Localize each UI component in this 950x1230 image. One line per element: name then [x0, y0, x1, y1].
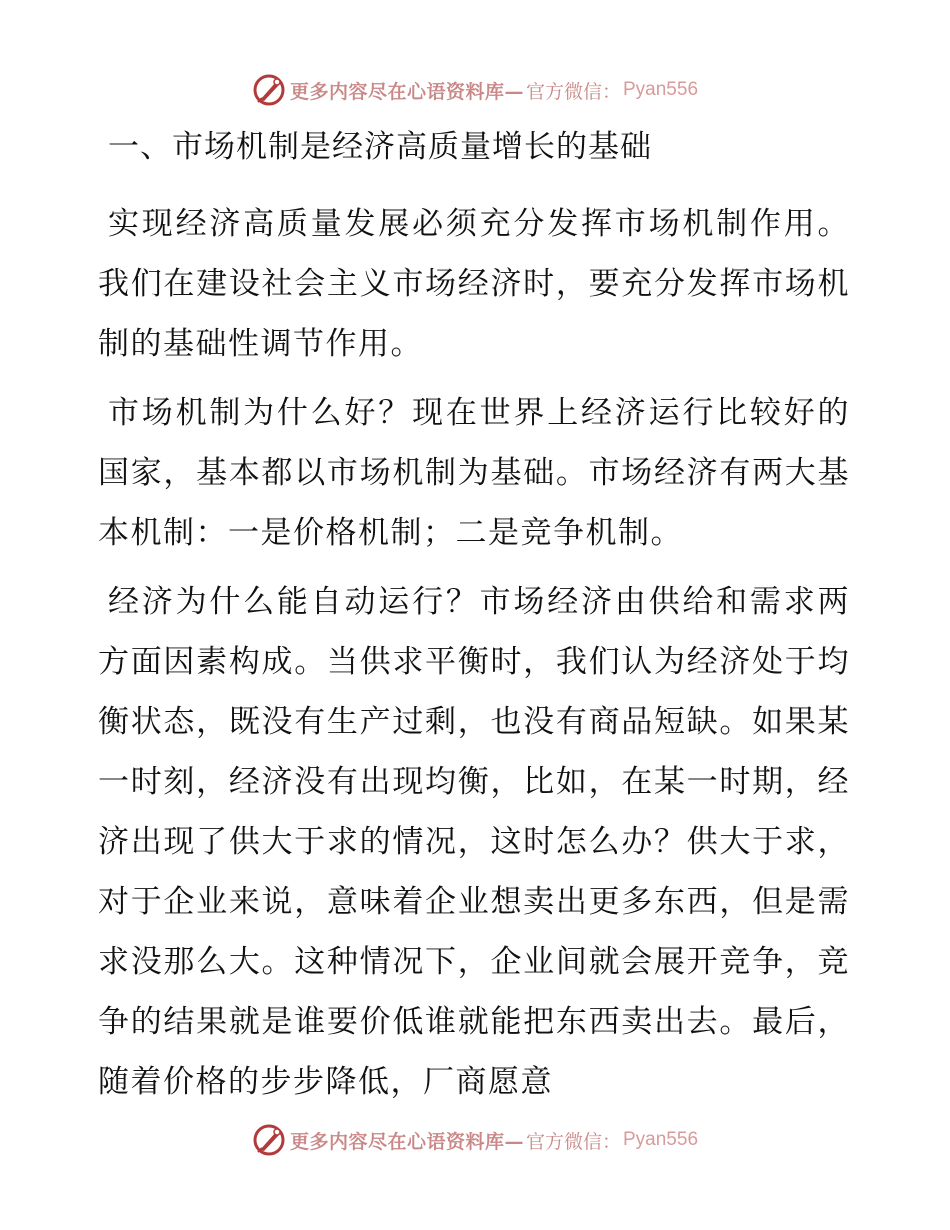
paragraph-3: 经济为什么能自动运行？市场经济由供给和需求两方面因素构成。当供求平衡时，我们认为经济处于均衡状态，既没有生产过剩，也没有商品短缺。如果某一时刻，经济没有出现均衡，比如，在某一时期，经济出现了供大于求的情况，这时怎么办？供大于求，对于企业来说，意味着企业想卖出更多东西，但是需求没那么大。这种情况下，企业间就会展开竞争，竞争的结果就是谁要价低谁就能把东西卖出去。最后，随着价格的步步降低，厂商愿意 — [98, 584, 850, 1100]
watermark-official-label: 官方微信： — [525, 1130, 621, 1153]
watermark-wechat-id: Pyan556 — [623, 1129, 699, 1150]
header-watermark — [0, 72, 950, 108]
quill-pen-logo-icon — [252, 1123, 286, 1157]
footer-watermark — [0, 1122, 950, 1158]
watermark-text: 更多内容尽在心语资料库— — [289, 1130, 524, 1153]
section-heading: 一、市场机制是经济高质量增长的基础 — [108, 129, 652, 165]
article-body — [98, 123, 850, 1121]
watermark-official-label: 官方微信： — [525, 80, 621, 103]
paragraph-1: 实现经济高质量发展必须充分发挥市场机制作用。我们在建设社会主义市场经济时，要充分发挥市场机制的基础性调节作用。 — [98, 206, 850, 362]
paragraph-2: 市场机制为什么好？现在世界上经济运行比较好的国家，基本都以市场机制为基础。市场经济有两大基本机制：一是价格机制；二是竞争机制。 — [98, 395, 850, 551]
watermark-wechat-id: Pyan556 — [623, 79, 699, 100]
quill-pen-logo-icon — [252, 73, 286, 107]
watermark-text: 更多内容尽在心语资料库— — [289, 80, 524, 103]
